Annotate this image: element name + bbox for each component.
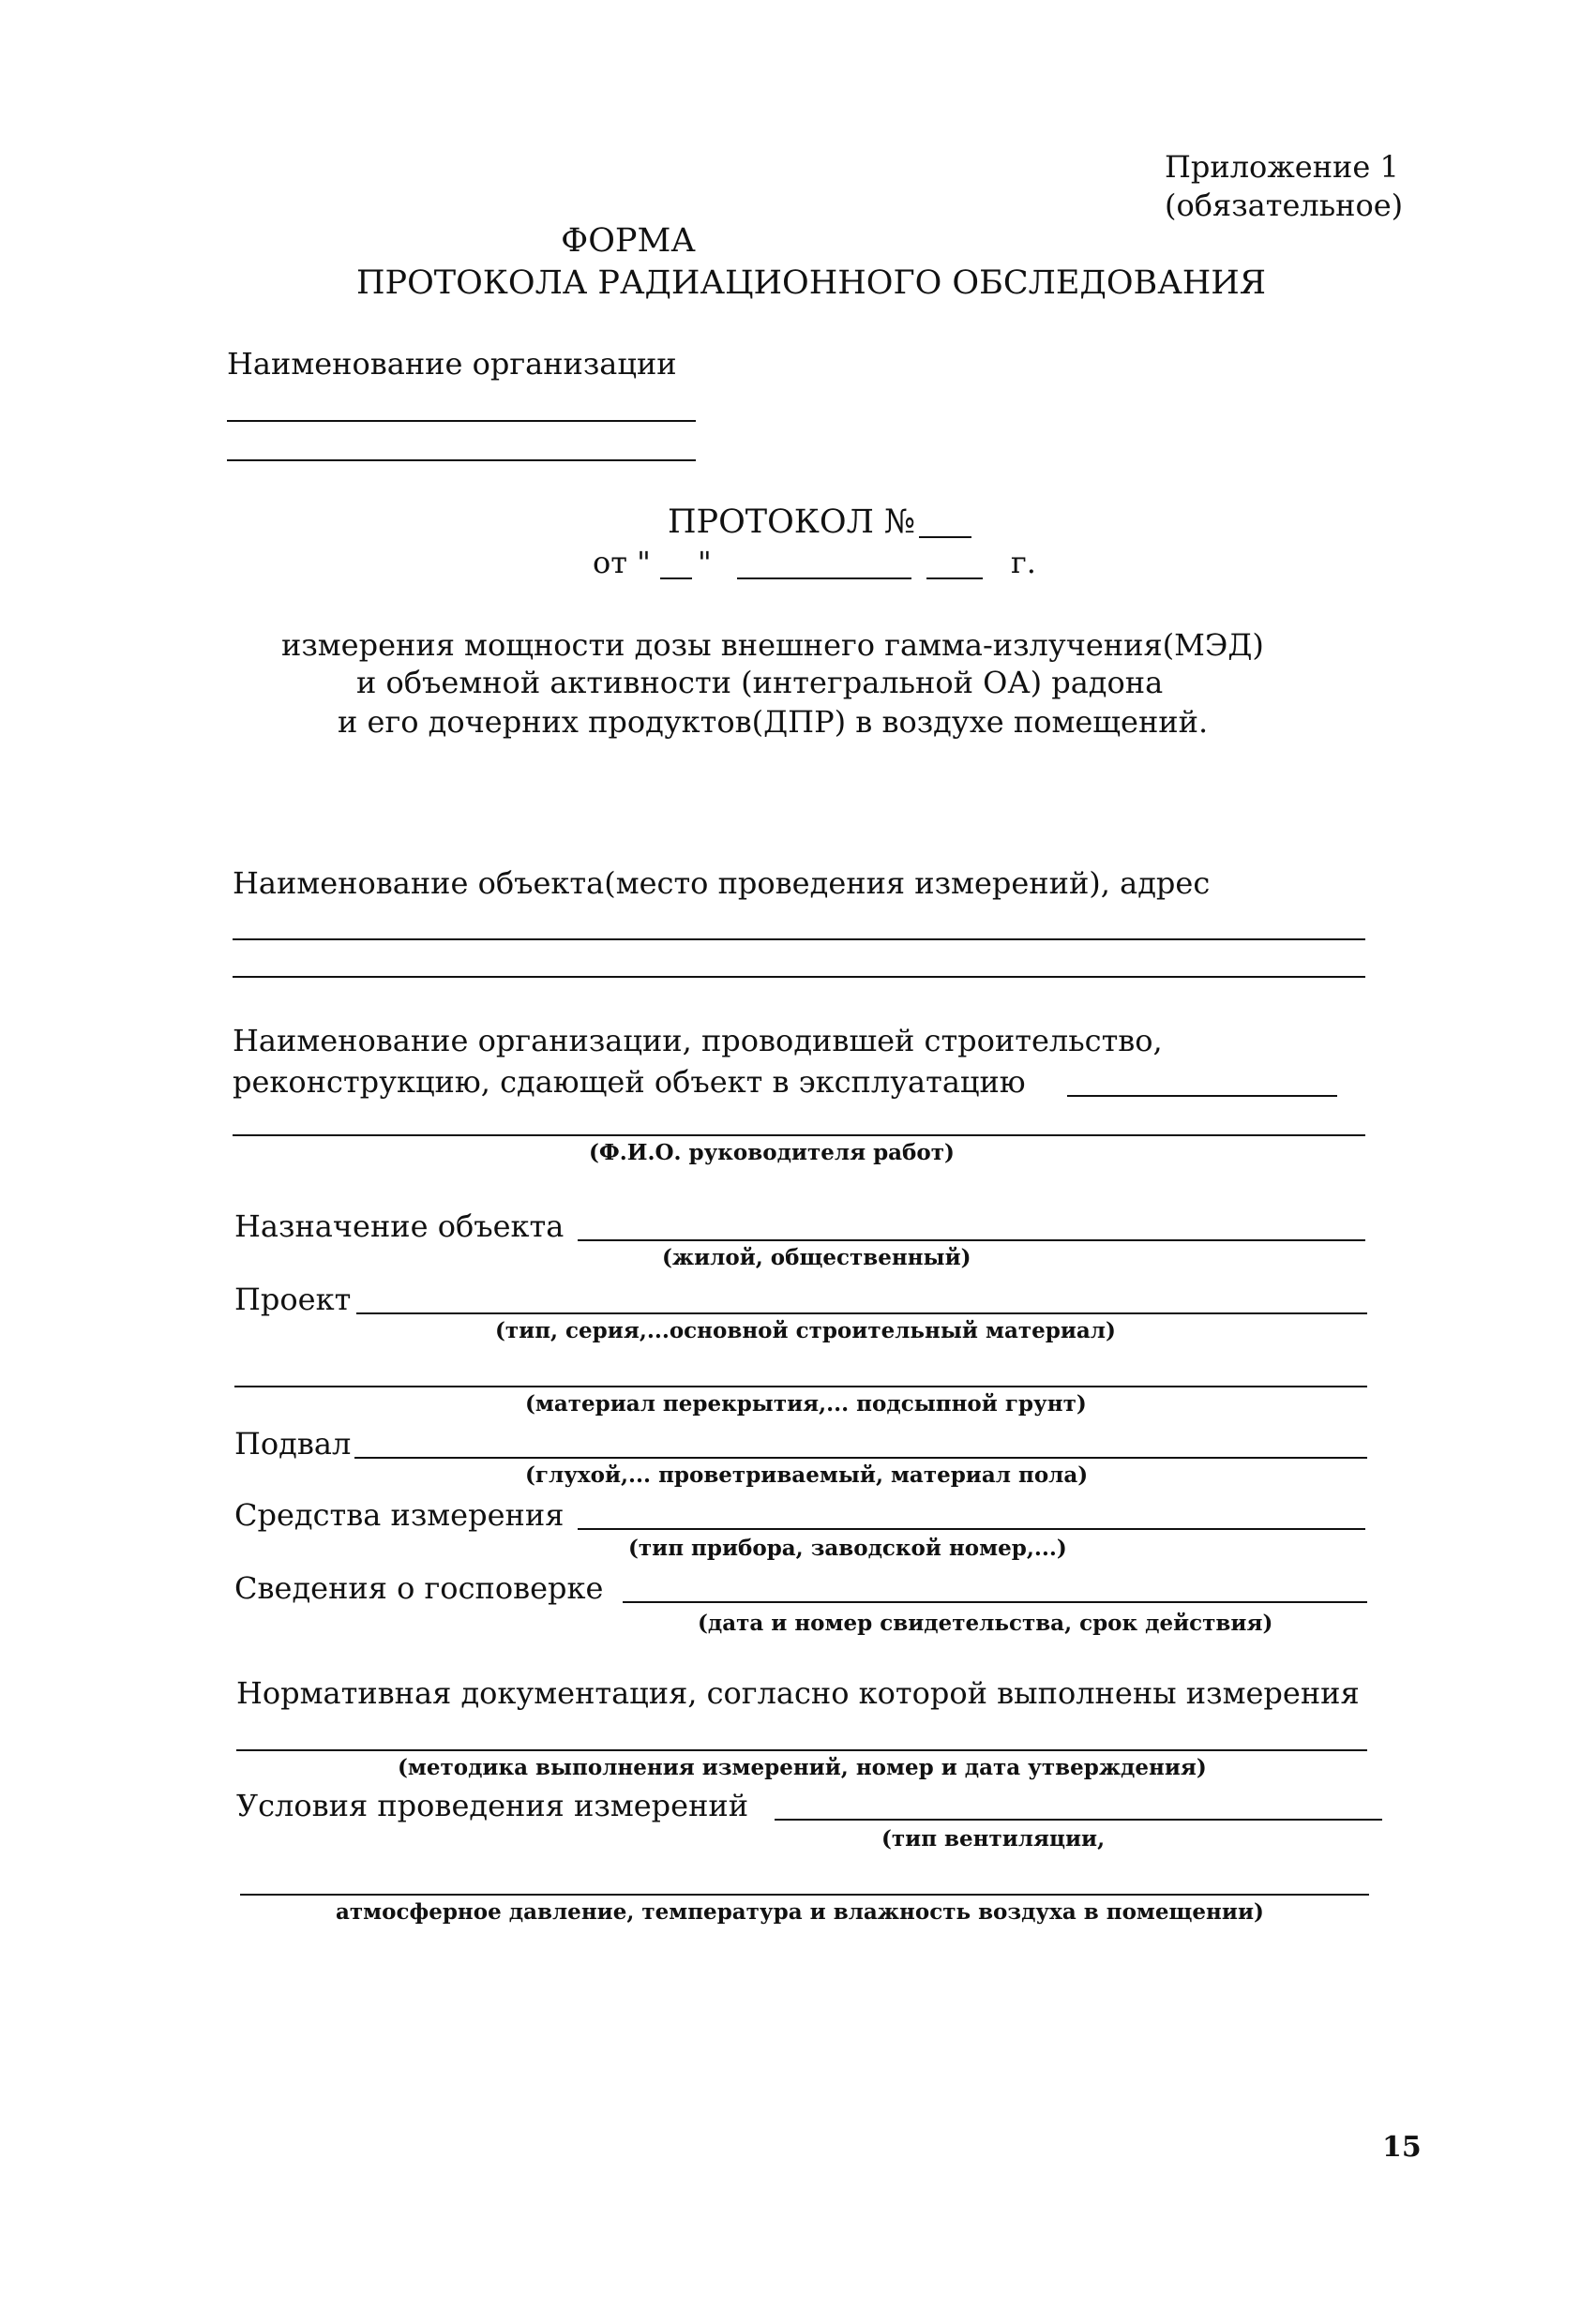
form-title-line2: ПРОТОКОЛА РАДИАЦИОННОГО ОБСЛЕДОВАНИЯ	[356, 264, 1267, 302]
instruments-caption: (тип прибора, заводской номер,...)	[628, 1536, 1067, 1561]
conditions-label: Условия проведения измерений	[236, 1788, 749, 1823]
purpose-label: Назначение объекта	[234, 1208, 565, 1244]
instruments-label: Средства измерения	[234, 1497, 565, 1533]
verification-line[interactable]	[623, 1601, 1367, 1603]
builder-caption: (Ф.И.О. руководителя работ)	[589, 1140, 955, 1165]
purpose-caption: (жилой, общественный)	[662, 1245, 971, 1270]
protocol-month-blank[interactable]	[737, 577, 911, 579]
protocol-from-prefix: от "	[593, 545, 651, 580]
builder-inline-line[interactable]	[1067, 1095, 1337, 1097]
instruments-line[interactable]	[578, 1528, 1365, 1530]
conditions-caption-2: атмосферное давление, температура и влажность воздуха в помещении)	[336, 1899, 1264, 1925]
protocol-number-blank[interactable]	[919, 536, 971, 538]
object-line-2[interactable]	[233, 976, 1365, 978]
appendix-status: (обязательное)	[1165, 187, 1404, 223]
protocol-day-blank[interactable]	[660, 577, 692, 579]
conditions-line[interactable]	[775, 1819, 1382, 1821]
project-caption-2: (материал перекрытия,... подсыпной грунт)	[525, 1391, 1087, 1417]
protocol-heading: ПРОТОКОЛ №	[668, 503, 916, 541]
appendix-label: Приложение 1	[1165, 149, 1399, 185]
conditions-line-2[interactable]	[240, 1894, 1369, 1896]
project-caption-1: (тип, серия,...основной строительный материал)	[495, 1318, 1116, 1343]
basement-caption: (глухой,... проветриваемый, материал пола)	[525, 1462, 1089, 1488]
verification-label: Сведения о госповерке	[234, 1570, 604, 1606]
org-name-line-2[interactable]	[227, 459, 696, 461]
org-name-label: Наименование организации	[227, 346, 677, 382]
object-line-1[interactable]	[233, 938, 1365, 940]
purpose-line[interactable]	[578, 1239, 1365, 1241]
measurement-desc-line1: измерения мощности дозы внешнего гамма-излучения(МЭД)	[281, 627, 1264, 663]
basement-line[interactable]	[354, 1457, 1367, 1459]
conditions-caption-1: (тип вентиляции,	[881, 1826, 1106, 1852]
protocol-quote-close: "	[698, 545, 712, 580]
project-label: Проект	[234, 1282, 352, 1317]
measurement-desc-line3: и его дочерних продуктов(ДПР) в воздухе помещений.	[338, 704, 1209, 740]
builder-label-line2: реконструкцию, сдающей объект в эксплуатацию	[233, 1064, 1026, 1100]
protocol-year-suffix: г.	[1011, 545, 1036, 580]
normative-caption: (методика выполнения измерений, номер и дата утверждения)	[398, 1755, 1207, 1780]
protocol-year-blank[interactable]	[926, 577, 983, 579]
builder-line[interactable]	[233, 1134, 1365, 1136]
normative-line[interactable]	[236, 1749, 1367, 1751]
page-number: 15	[1382, 2131, 1422, 2164]
project-line[interactable]	[356, 1312, 1367, 1314]
object-label: Наименование объекта(место проведения измерений), адрес	[233, 865, 1211, 901]
builder-label-line1: Наименование организации, проводившей строительство,	[233, 1023, 1163, 1058]
form-title-line1: ФОРМА	[561, 222, 696, 260]
normative-label: Нормативная документация, согласно которой выполнены измерения	[236, 1675, 1360, 1711]
basement-label: Подвал	[234, 1426, 352, 1462]
measurement-desc-line2: и объемной активности (интегральной ОА) радона	[356, 665, 1164, 700]
project-line-2[interactable]	[234, 1386, 1367, 1387]
verification-caption: (дата и номер свидетельства, срок действия)	[698, 1611, 1273, 1636]
org-name-line-1[interactable]	[227, 420, 696, 422]
